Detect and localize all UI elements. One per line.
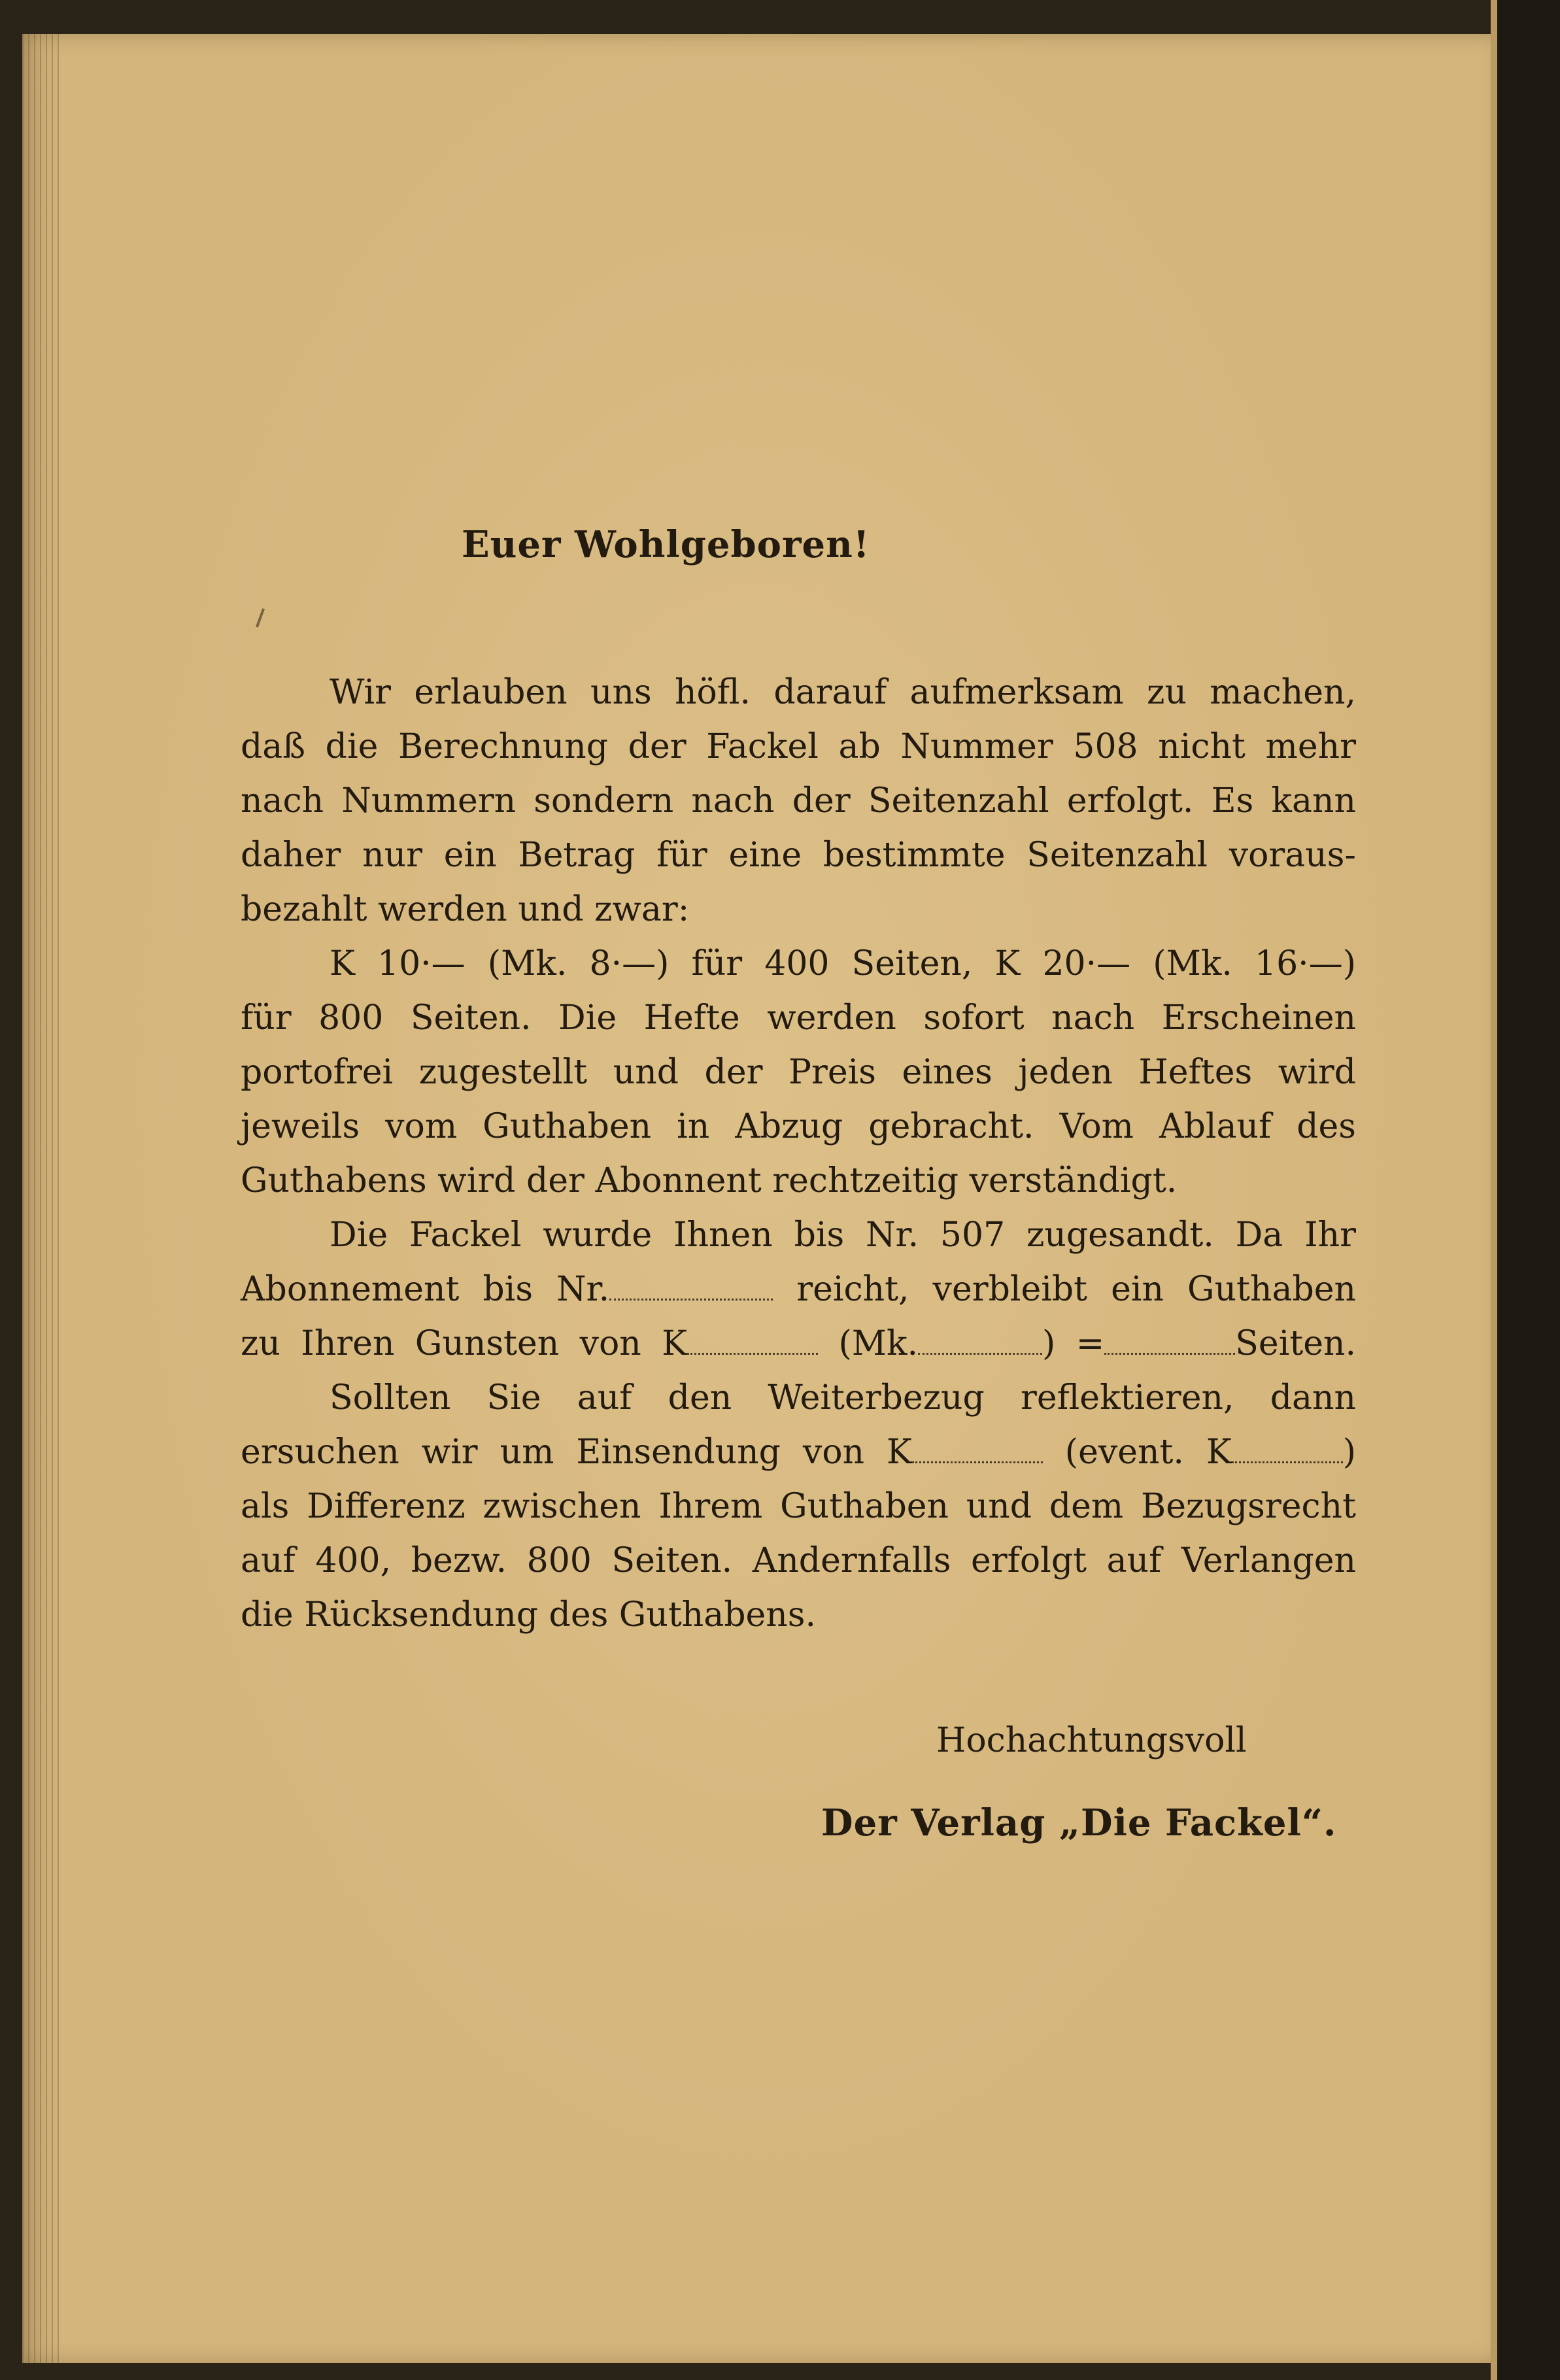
text-line: bezahlt werden und zwar: [241,890,690,929]
text-line: jeweils vom Guthaben in Abzug gebracht. Vom Ablauf des [241,1107,1356,1146]
text-line: auf 400, bezw. 800 Seiten. Andernfalls erfolgt auf Verlangen [241,1541,1356,1580]
fill-in-blank [609,1279,773,1300]
text-line: daher nur ein Betrag für eine bestimmte Seitenzahl voraus- [241,836,1356,875]
letter-closing: Hochachtungsvoll [936,1721,1247,1760]
book-spine [1491,0,1560,2380]
text-line [241,1263,1356,1317]
text-fragment: reicht, verbleibt ein Guthaben [796,1270,1356,1309]
letter-signature: Der Verlag „Die Fackel“. [821,1801,1337,1844]
letter-body [241,666,1356,1642]
fill-in-blank [918,1333,1042,1355]
text-line: Guthabens wird der Abonnent rechtzeitig verständigt. [241,1161,1178,1200]
text-line: daß die Berechnung der Fackel ab Nummer 508 nicht mehr [241,727,1356,766]
text-fragment: ) [1342,1433,1356,1472]
fill-in-blank [1232,1442,1343,1463]
paragraph-4 [241,1371,1356,1642]
text-line: Wir erlauben uns höfl. darauf aufmerksam zu machen, [330,673,1356,712]
text-fragment: (event. K [1064,1433,1232,1472]
fill-in-blank [687,1333,818,1355]
text-line [241,1317,1356,1371]
text-line: Die Fackel wurde Ihnen bis Nr. 507 zugesandt. Da Ihr [330,1216,1356,1255]
paragraph-3 [241,1208,1356,1371]
text-fragment: Abonnement bis Nr. [241,1270,610,1309]
text-line [241,1425,1356,1480]
letter-greeting: Euer Wohlgeboren! [462,523,870,566]
text-line: Sollten Sie auf den Weiterbezug reflektieren, dann [330,1378,1356,1418]
paragraph-1 [241,666,1356,937]
text-line: K 10·— (Mk. 8·—) für 400 Seiten, K 20·— (Mk. 16·—) [330,944,1356,983]
text-line: als Differenz zwischen Ihrem Guthaben und dem Bezugsrecht [241,1487,1356,1526]
text-line: portofrei zugestellt und der Preis eines jeden Heftes wird [241,1053,1356,1092]
text-fragment: (Mk. [838,1324,919,1363]
text-line: für 800 Seiten. Die Hefte werden sofort nach Erscheinen [241,998,1356,1038]
text-line: nach Nummern sondern nach der Seitenzahl erfolgt. Es kann [241,781,1356,821]
fill-in-blank [912,1442,1043,1463]
paragraph-2 [241,937,1356,1208]
text-fragment: Seiten. [1235,1324,1357,1363]
text-fragment: ersuchen wir um Einsendung von K [241,1433,912,1472]
fill-in-blank [1104,1333,1235,1355]
text-line: die Rücksendung des Guthabens. [241,1595,816,1635]
page-edges [22,34,59,2363]
text-fragment: zu Ihren Gunsten von K [241,1324,688,1363]
text-fragment: ) = [1042,1324,1105,1363]
